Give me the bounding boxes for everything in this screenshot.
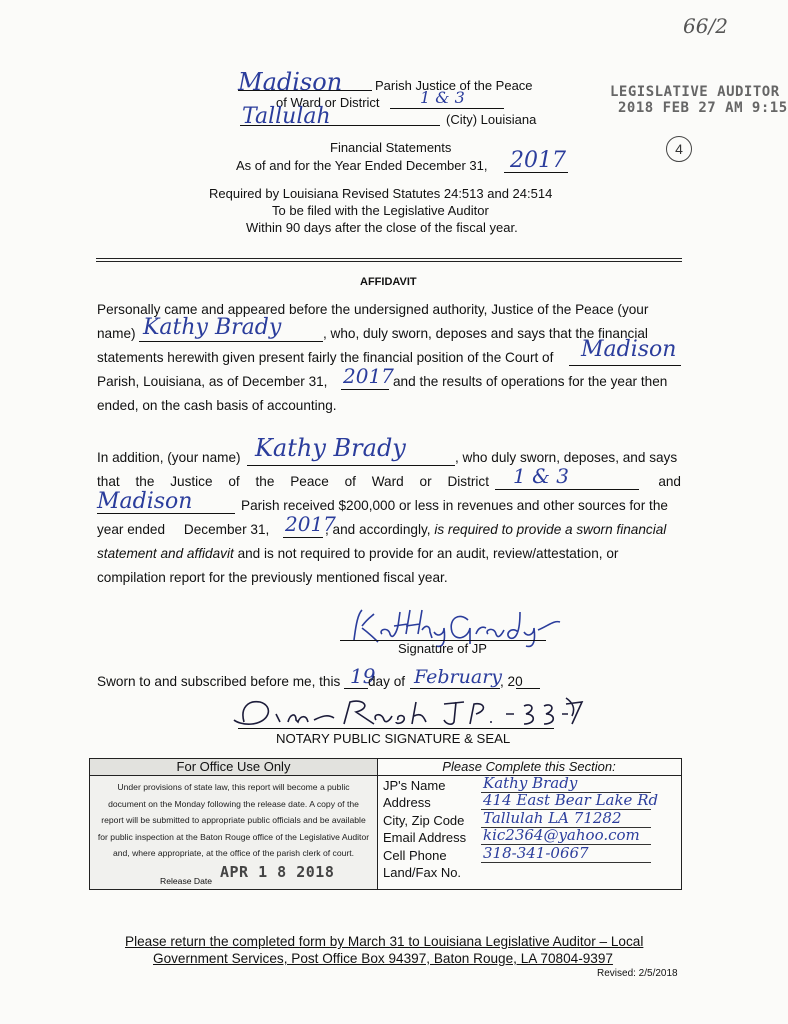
header-divider — [96, 258, 682, 262]
p1-year-post: and the results of operations for the year then — [393, 374, 668, 389]
ward-label: of Ward or District — [276, 95, 380, 110]
contact-field-row — [383, 843, 679, 864]
sworn-day-line — [344, 688, 368, 689]
year-label: As of and for the Year Ended December 31, — [236, 158, 488, 173]
p2-word: the — [135, 474, 155, 489]
parish-name-line — [238, 90, 372, 91]
p2-parish-line — [97, 513, 235, 514]
contact-field-value[interactable]: 414 East Bear Lake Rd — [483, 791, 659, 810]
notary-label: NOTARY PUBLIC SIGNATURE & SEAL — [276, 731, 511, 746]
p2-word: of — [344, 474, 356, 489]
statements-title: Financial Statements — [330, 140, 452, 155]
p2-word: the — [255, 474, 275, 489]
p1-text-e: ended, on the cash basis of accounting. — [97, 398, 337, 413]
p2-row-3 — [97, 489, 681, 518]
office-use-text-line: for public inspection at the Baton Rouge office of the Legislative Auditor — [97, 831, 370, 842]
office-use-text-line: document on the Monday following the release date. A copy of the — [108, 798, 359, 809]
jp-signature-label: Signature of JP — [398, 641, 487, 656]
notary-signature-line — [238, 728, 554, 729]
p2-year-handwritten: 2017 — [285, 512, 336, 536]
affidavit-paragraph-1 — [97, 298, 681, 418]
p2-row-4 — [97, 512, 681, 542]
contact-field-value[interactable]: 318-341-0667 — [483, 843, 589, 862]
p2-name-post: , who duly sworn, deposes, and says — [455, 450, 678, 465]
p1-row-5 — [97, 394, 681, 418]
p2-row-5 — [97, 542, 681, 566]
sworn-year-line — [516, 688, 540, 689]
contact-field-label: City, Zip Code — [383, 812, 465, 828]
p2-parish-post: Parish received $200,000 or less in revenues and other sources for the — [241, 498, 668, 513]
city-value-handwritten: Tallulah — [242, 104, 331, 129]
circled-number — [666, 136, 692, 162]
contact-field-label: Land/Fax No. — [383, 864, 462, 880]
p1-court-handwritten: Madison — [581, 337, 677, 362]
footer-line-1: Please return the completed form by March 31 to Louisiana Legislative Auditor – Local — [125, 934, 644, 949]
required-line-2: To be filed with the Legislative Auditor — [272, 203, 489, 218]
p1-year-pre: Parish, Louisiana, as of December 31, — [97, 374, 328, 389]
p1-court-pre: statements herewith given present fairly the financial position of the Court of — [97, 350, 554, 365]
contact-field-value[interactable]: Kathy Brady — [483, 774, 578, 792]
parish-label: Parish Justice of the Peace — [375, 78, 533, 93]
office-use-text-line: and, where appropriate, at the office of the parish clerk of court. — [112, 848, 355, 858]
sworn-month-handwritten: February — [414, 666, 503, 688]
p1-name-handwritten: Kathy Brady — [143, 315, 282, 340]
p2-parish-handwritten: Madison — [97, 489, 193, 514]
p1-year-handwritten: 2017 — [343, 364, 394, 388]
sworn-day-label: day of — [368, 674, 406, 689]
office-use-text-line: report will be submitted to appropriate public officials and be available — [101, 815, 366, 825]
p2-and: and — [658, 474, 681, 489]
release-date-stamp: APR 1 8 2018 — [220, 863, 335, 881]
p2-row-6 — [97, 566, 681, 590]
year-value-handwritten: 2017 — [510, 148, 566, 173]
contact-title: Please Complete this Section: — [377, 759, 681, 776]
p2-name-line — [247, 465, 455, 466]
contact-field-row — [383, 864, 679, 881]
p2-word: or — [419, 474, 432, 489]
contact-field-label: Email Address — [383, 830, 467, 846]
p2-statement-post: and is not required to provide for an audit, review/attestation, or — [237, 546, 619, 561]
p2-word: Peace — [290, 474, 329, 489]
contact-field-label: JP's Name — [383, 778, 446, 793]
ward-line — [390, 108, 504, 109]
footer-line-2: Government Services, Post Office Box 94397, Baton Rouge, LA 70804-9397 — [153, 951, 613, 966]
received-stamp-line2: 2018 FEB 27 AM 9:15 — [618, 100, 788, 116]
p2-year-mid: , and accordingly, — [325, 522, 431, 537]
p2-year-tail — [325, 518, 666, 542]
ward-value-handwritten: 1 & 3 — [420, 88, 465, 107]
p2-row-1 — [97, 434, 681, 470]
office-use-text — [94, 779, 373, 862]
affidavit-paragraph-2 — [97, 434, 681, 590]
p2-district-handwritten: 1 & 3 — [513, 464, 569, 488]
p2-word: District — [447, 474, 489, 489]
p1-year-line — [341, 389, 389, 390]
required-line-3: Within 90 days after the close of the fiscal year. — [246, 220, 518, 235]
contact-box — [377, 758, 682, 890]
p2-statement-italic: statement and affidavit — [97, 546, 234, 561]
p2-year-line — [283, 537, 323, 538]
p2-district-line — [495, 489, 639, 490]
contact-field-line — [481, 862, 651, 863]
contact-field-value[interactable]: kic2364@yahoo.com — [483, 826, 640, 845]
office-use-text-line: Under provisions of state law, this report will become a public — [117, 782, 350, 792]
notary-signature — [226, 694, 586, 730]
p2-word: of — [228, 474, 240, 489]
revised-date: Revised: 2/5/2018 — [597, 968, 678, 979]
year-line — [504, 172, 568, 173]
contact-field-label: Address — [383, 795, 431, 811]
parish-name-handwritten: Madison — [238, 68, 343, 96]
contact-field-label: Cell Phone — [383, 847, 447, 863]
p2-year-pre: year ended December 31, — [97, 522, 270, 537]
p2-word: that — [97, 474, 120, 489]
city-label: (City) Louisiana — [446, 112, 537, 127]
p2-text-f: compilation report for the previously mentioned fiscal year. — [97, 570, 448, 585]
office-use-title: For Office Use Only — [90, 759, 377, 776]
sworn-day-handwritten: 19 — [350, 664, 376, 688]
circled-number-text: 4 — [675, 141, 683, 157]
p1-court-line — [569, 365, 681, 366]
sworn-pre: Sworn to and subscribed before me, this — [97, 674, 341, 689]
contact-field-value[interactable]: Tallulah LA 71282 — [483, 808, 622, 827]
p2-word: Ward — [371, 474, 404, 489]
sworn-month-line — [410, 688, 500, 689]
affidavit-title: AFFIDAVIT — [360, 276, 417, 288]
p1-row-4 — [97, 364, 681, 394]
required-line-1: Required by Louisiana Revised Statutes 24:513 and 24:514 — [209, 186, 553, 201]
p2-name-handwritten: Kathy Brady — [255, 434, 406, 462]
corner-note: 66/2 — [683, 14, 728, 38]
p1-text-a: Personally came and appeared before the undersigned authority, Justice of the Peace (your — [97, 302, 649, 317]
contact-fields — [383, 774, 679, 881]
sworn-year-label: , 20 — [500, 674, 523, 689]
p2-name-pre: In addition, (your name) — [97, 450, 241, 465]
p1-name-post: , who, duly sworn, deposes and says that the financial — [323, 326, 648, 341]
received-stamp-line1: LEGISLATIVE AUDITOR — [610, 84, 780, 100]
p1-name-pre: name) — [97, 326, 136, 341]
p2-word: Justice — [170, 474, 213, 489]
office-use-box — [89, 758, 378, 890]
city-line — [240, 125, 440, 126]
p1-name-line — [139, 341, 323, 342]
p2-required-italic: is required to provide a sworn financial — [434, 522, 667, 537]
release-date-label: Release Date — [160, 876, 213, 886]
